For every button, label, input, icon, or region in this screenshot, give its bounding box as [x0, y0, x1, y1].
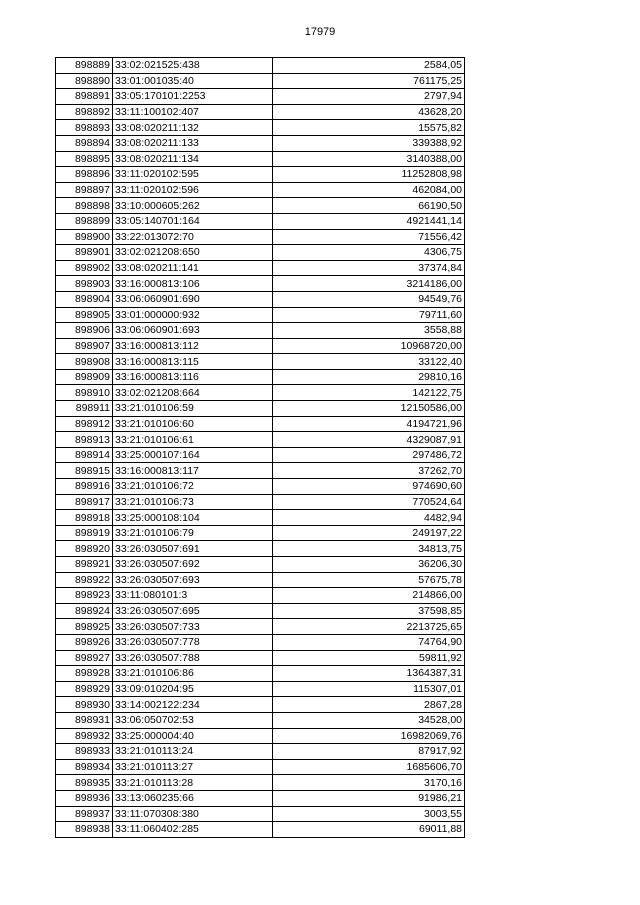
- table-row: [56, 369, 465, 385]
- row-id-cell: 898917: [56, 494, 113, 510]
- value-cell: 59811,92: [273, 650, 465, 666]
- value-cell: 4482,94: [273, 510, 465, 526]
- value-cell: 1364387,31: [273, 666, 465, 682]
- value-cell: 761175,25: [273, 73, 465, 89]
- cadastral-number-cell: 33:01:001035:40: [113, 73, 273, 89]
- table-row: [56, 213, 465, 229]
- row-id-cell: 898926: [56, 634, 113, 650]
- cadastral-number-cell: 33:05:170101:2253: [113, 89, 273, 105]
- value-cell: 1685606,70: [273, 759, 465, 775]
- table-row: [56, 291, 465, 307]
- cadastral-number-cell: 33:21:010106:79: [113, 525, 273, 541]
- value-cell: 4194721,96: [273, 416, 465, 432]
- value-cell: 462084,00: [273, 182, 465, 198]
- cadastral-number-cell: 33:21:010106:73: [113, 494, 273, 510]
- value-cell: 36206,30: [273, 557, 465, 573]
- value-cell: 4329087,91: [273, 432, 465, 448]
- row-id-cell: 898930: [56, 697, 113, 713]
- table-row: [56, 432, 465, 448]
- table-row: [56, 385, 465, 401]
- cadastral-number-cell: 33:26:030507:733: [113, 619, 273, 635]
- row-id-cell: 898936: [56, 790, 113, 806]
- cadastral-number-cell: 33:06:060901:693: [113, 323, 273, 339]
- cadastral-number-cell: 33:02:021208:664: [113, 385, 273, 401]
- row-id-cell: 898927: [56, 650, 113, 666]
- value-cell: 94549,76: [273, 291, 465, 307]
- cadastral-number-cell: 33:16:000813:116: [113, 369, 273, 385]
- data-table: [55, 57, 465, 838]
- table-row: [56, 307, 465, 323]
- value-cell: 74764,90: [273, 634, 465, 650]
- row-id-cell: 898938: [56, 822, 113, 838]
- table-row: [56, 447, 465, 463]
- row-id-cell: 898893: [56, 120, 113, 136]
- cadastral-number-cell: 33:16:000813:115: [113, 354, 273, 370]
- cadastral-number-cell: 33:06:050702:53: [113, 712, 273, 728]
- table-row: [56, 603, 465, 619]
- value-cell: 66190,50: [273, 198, 465, 214]
- cadastral-number-cell: 33:21:010106:61: [113, 432, 273, 448]
- value-cell: 87917,92: [273, 744, 465, 760]
- cadastral-number-cell: 33:26:030507:788: [113, 650, 273, 666]
- row-id-cell: 898896: [56, 167, 113, 183]
- value-cell: 2213725,65: [273, 619, 465, 635]
- table-row: [56, 276, 465, 292]
- row-id-cell: 898903: [56, 276, 113, 292]
- table-row: [56, 89, 465, 105]
- value-cell: 33122,40: [273, 354, 465, 370]
- table-row: [56, 681, 465, 697]
- table-row: [56, 510, 465, 526]
- cadastral-number-cell: 33:11:060402:285: [113, 822, 273, 838]
- cadastral-number-cell: 33:16:000813:106: [113, 276, 273, 292]
- value-cell: 4921441,14: [273, 213, 465, 229]
- table-row: [56, 338, 465, 354]
- cadastral-number-cell: 33:16:000813:112: [113, 338, 273, 354]
- cadastral-number-cell: 33:22:013072:70: [113, 229, 273, 245]
- row-id-cell: 898894: [56, 135, 113, 151]
- value-cell: 142122,75: [273, 385, 465, 401]
- value-cell: 3214186,00: [273, 276, 465, 292]
- row-id-cell: 898928: [56, 666, 113, 682]
- row-id-cell: 898889: [56, 58, 113, 74]
- cadastral-number-cell: 33:11:080101:3: [113, 588, 273, 604]
- value-cell: 11252808,98: [273, 167, 465, 183]
- table-row: [56, 401, 465, 417]
- cadastral-number-cell: 33:08:020211:133: [113, 135, 273, 151]
- value-cell: 4306,75: [273, 245, 465, 261]
- row-id-cell: 898924: [56, 603, 113, 619]
- cadastral-number-cell: 33:10:000605:262: [113, 198, 273, 214]
- cadastral-number-cell: 33:11:070308:380: [113, 806, 273, 822]
- row-id-cell: 898931: [56, 712, 113, 728]
- row-id-cell: 898920: [56, 541, 113, 557]
- value-cell: 37262,70: [273, 463, 465, 479]
- value-cell: 15575,82: [273, 120, 465, 136]
- table-body: [56, 58, 465, 838]
- value-cell: 974690,60: [273, 479, 465, 495]
- cadastral-number-cell: 33:02:021525:438: [113, 58, 273, 74]
- table-row: [56, 822, 465, 838]
- value-cell: 3003,55: [273, 806, 465, 822]
- value-cell: 69011,88: [273, 822, 465, 838]
- cadastral-number-cell: 33:26:030507:693: [113, 572, 273, 588]
- value-cell: 37598,85: [273, 603, 465, 619]
- row-id-cell: 898909: [56, 369, 113, 385]
- cadastral-number-cell: 33:25:000107:164: [113, 447, 273, 463]
- row-id-cell: 898892: [56, 104, 113, 120]
- value-cell: 2867,28: [273, 697, 465, 713]
- value-cell: 3558,88: [273, 323, 465, 339]
- row-id-cell: 898911: [56, 401, 113, 417]
- value-cell: 297486,72: [273, 447, 465, 463]
- table-row: [56, 525, 465, 541]
- cadastral-number-cell: 33:13:060235:66: [113, 790, 273, 806]
- row-id-cell: 898899: [56, 213, 113, 229]
- cadastral-number-cell: 33:16:000813:117: [113, 463, 273, 479]
- row-id-cell: 898921: [56, 557, 113, 573]
- cadastral-number-cell: 33:21:010113:27: [113, 759, 273, 775]
- cadastral-number-cell: 33:08:020211:134: [113, 151, 273, 167]
- row-id-cell: 898933: [56, 744, 113, 760]
- cadastral-number-cell: 33:26:030507:692: [113, 557, 273, 573]
- page-number: 17979: [304, 26, 336, 38]
- value-cell: 34528,00: [273, 712, 465, 728]
- table-row: [56, 245, 465, 261]
- row-id-cell: 898915: [56, 463, 113, 479]
- row-id-cell: 898923: [56, 588, 113, 604]
- value-cell: 339388,92: [273, 135, 465, 151]
- value-cell: 37374,84: [273, 260, 465, 276]
- cadastral-number-cell: 33:11:100102:407: [113, 104, 273, 120]
- value-cell: 91986,21: [273, 790, 465, 806]
- row-id-cell: 898897: [56, 182, 113, 198]
- table-row: [56, 744, 465, 760]
- table-row: [56, 182, 465, 198]
- value-cell: 16982069,76: [273, 728, 465, 744]
- table-row: [56, 541, 465, 557]
- table-row: [56, 806, 465, 822]
- cadastral-number-cell: 33:21:010106:59: [113, 401, 273, 417]
- table-row: [56, 650, 465, 666]
- row-id-cell: 898901: [56, 245, 113, 261]
- value-cell: 12150586,00: [273, 401, 465, 417]
- cadastral-number-cell: 33:02:021208:650: [113, 245, 273, 261]
- row-id-cell: 898922: [56, 572, 113, 588]
- cadastral-number-cell: 33:21:010113:24: [113, 744, 273, 760]
- value-cell: 57675,78: [273, 572, 465, 588]
- cadastral-number-cell: 33:26:030507:691: [113, 541, 273, 557]
- table-row: [56, 416, 465, 432]
- cadastral-number-cell: 33:21:010106:86: [113, 666, 273, 682]
- table-row: [56, 619, 465, 635]
- cadastral-number-cell: 33:11:020102:596: [113, 182, 273, 198]
- cadastral-number-cell: 33:14:002122:234: [113, 697, 273, 713]
- table-row: [56, 260, 465, 276]
- row-id-cell: 898900: [56, 229, 113, 245]
- value-cell: 115307,01: [273, 681, 465, 697]
- cadastral-number-cell: 33:25:000108:104: [113, 510, 273, 526]
- value-cell: 214866,00: [273, 588, 465, 604]
- row-id-cell: 898934: [56, 759, 113, 775]
- row-id-cell: 898925: [56, 619, 113, 635]
- value-cell: 43628,20: [273, 104, 465, 120]
- value-cell: 3140388,00: [273, 151, 465, 167]
- cadastral-number-cell: 33:25:000004:40: [113, 728, 273, 744]
- table-row: [56, 323, 465, 339]
- value-cell: 2797,94: [273, 89, 465, 105]
- value-cell: 79711,60: [273, 307, 465, 323]
- table-row: [56, 463, 465, 479]
- table-row: [56, 557, 465, 573]
- table-row: [56, 479, 465, 495]
- row-id-cell: 898904: [56, 291, 113, 307]
- row-id-cell: 898907: [56, 338, 113, 354]
- table-row: [56, 198, 465, 214]
- row-id-cell: 898932: [56, 728, 113, 744]
- row-id-cell: 898912: [56, 416, 113, 432]
- table-row: [56, 712, 465, 728]
- table-row: [56, 634, 465, 650]
- table-row: [56, 58, 465, 74]
- cadastral-number-cell: 33:06:060901:690: [113, 291, 273, 307]
- table-row: [56, 666, 465, 682]
- table-row: [56, 104, 465, 120]
- value-cell: 3170,16: [273, 775, 465, 791]
- cadastral-number-cell: 33:08:020211:132: [113, 120, 273, 136]
- value-cell: 34813,75: [273, 541, 465, 557]
- row-id-cell: 898906: [56, 323, 113, 339]
- cadastral-number-cell: 33:08:020211:141: [113, 260, 273, 276]
- cadastral-number-cell: 33:21:010106:72: [113, 479, 273, 495]
- row-id-cell: 898929: [56, 681, 113, 697]
- row-id-cell: 898895: [56, 151, 113, 167]
- cadastral-number-cell: 33:11:020102:595: [113, 167, 273, 183]
- cadastral-number-cell: 33:21:010106:60: [113, 416, 273, 432]
- value-cell: 29810,16: [273, 369, 465, 385]
- row-id-cell: 898902: [56, 260, 113, 276]
- value-cell: 71556,42: [273, 229, 465, 245]
- row-id-cell: 898918: [56, 510, 113, 526]
- table-row: [56, 167, 465, 183]
- table-row: [56, 775, 465, 791]
- row-id-cell: 898937: [56, 806, 113, 822]
- cadastral-number-cell: 33:05:140701:164: [113, 213, 273, 229]
- cadastral-number-cell: 33:26:030507:695: [113, 603, 273, 619]
- row-id-cell: 898919: [56, 525, 113, 541]
- row-id-cell: 898914: [56, 447, 113, 463]
- table-row: [56, 572, 465, 588]
- value-cell: 10968720,00: [273, 338, 465, 354]
- row-id-cell: 898935: [56, 775, 113, 791]
- row-id-cell: 898908: [56, 354, 113, 370]
- table-row: [56, 135, 465, 151]
- table-row: [56, 73, 465, 89]
- table-row: [56, 728, 465, 744]
- row-id-cell: 898916: [56, 479, 113, 495]
- cadastral-number-cell: 33:09:010204:95: [113, 681, 273, 697]
- table-row: [56, 354, 465, 370]
- cadastral-number-cell: 33:21:010113:28: [113, 775, 273, 791]
- row-id-cell: 898898: [56, 198, 113, 214]
- row-id-cell: 898890: [56, 73, 113, 89]
- table-row: [56, 120, 465, 136]
- table-row: [56, 229, 465, 245]
- value-cell: 249197,22: [273, 525, 465, 541]
- table-row: [56, 697, 465, 713]
- row-id-cell: 898905: [56, 307, 113, 323]
- row-id-cell: 898913: [56, 432, 113, 448]
- table-row: [56, 151, 465, 167]
- table-row: [56, 588, 465, 604]
- cadastral-number-cell: 33:26:030507:778: [113, 634, 273, 650]
- row-id-cell: 898891: [56, 89, 113, 105]
- cadastral-number-cell: 33:01:000000:932: [113, 307, 273, 323]
- value-cell: 770524,64: [273, 494, 465, 510]
- table-row: [56, 790, 465, 806]
- row-id-cell: 898910: [56, 385, 113, 401]
- value-cell: 2584,05: [273, 58, 465, 74]
- table-row: [56, 494, 465, 510]
- table-row: [56, 759, 465, 775]
